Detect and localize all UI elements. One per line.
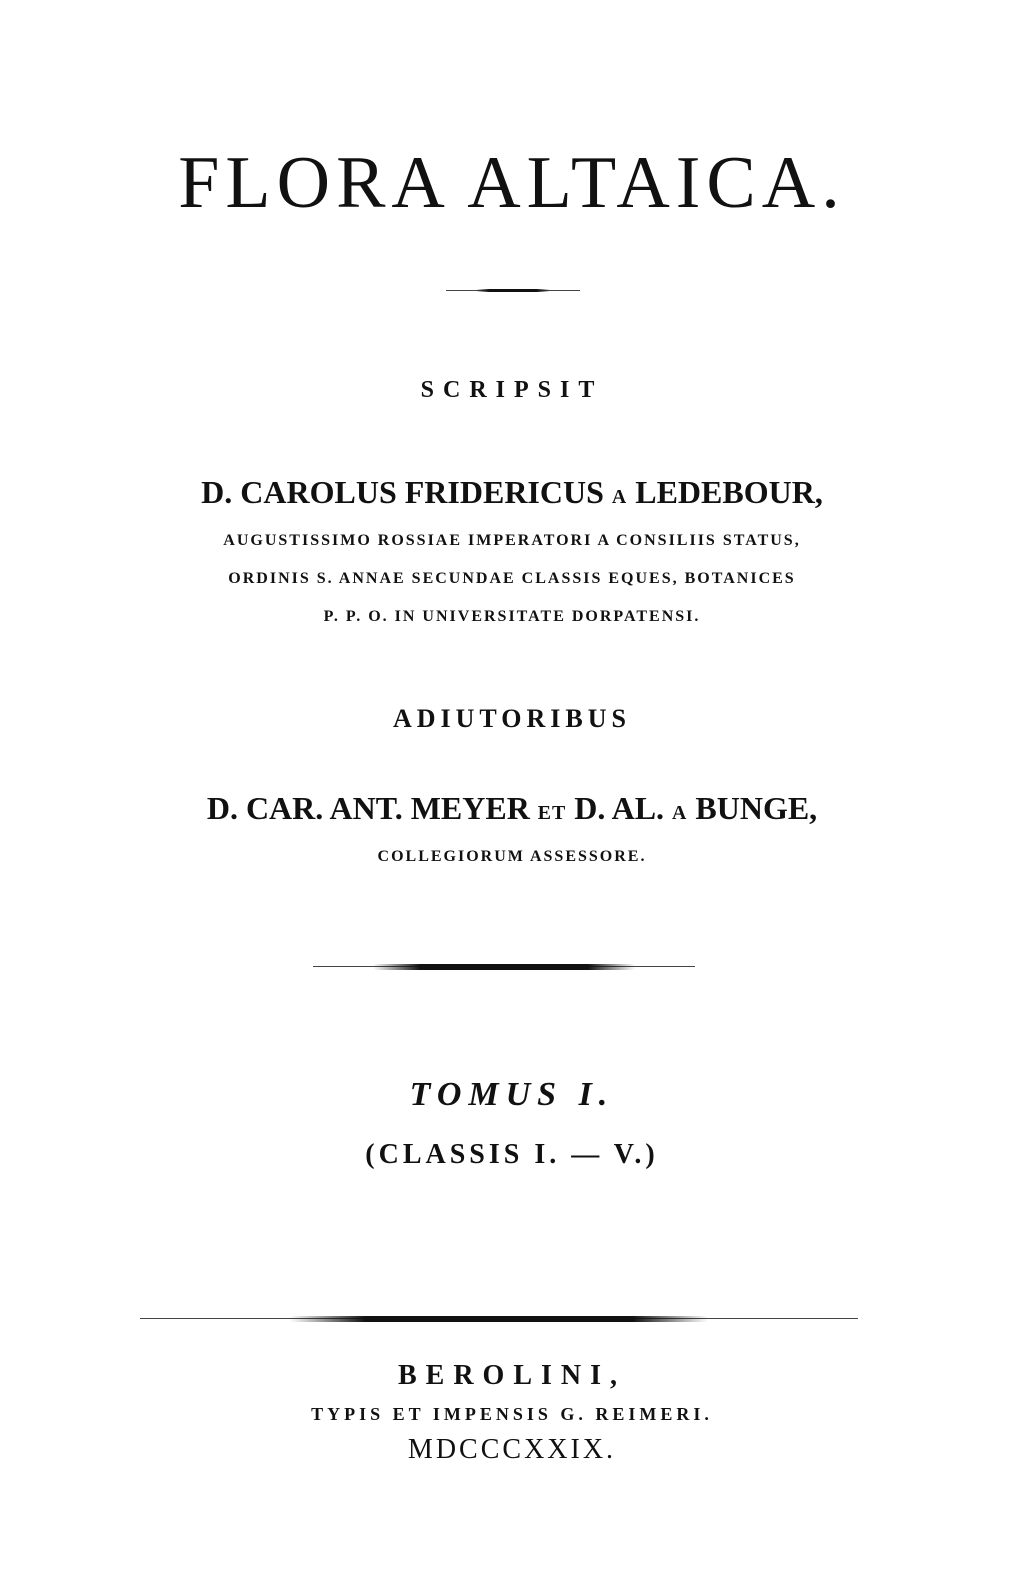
volume-classes: (CLASSIS I. — V.) bbox=[365, 1139, 659, 1170]
coauthor-titles: COLLEGIORUM ASSESSORE. bbox=[377, 848, 647, 865]
adiutoribus-label: ADIUTORIBUS bbox=[392, 704, 631, 733]
author-name-particle: A bbox=[611, 486, 628, 508]
coauthor-part1: D. CAR. ANT. MEYER bbox=[206, 790, 530, 826]
coauthor-part3: BUNGE, bbox=[695, 790, 818, 826]
author-name-part1: D. CAROLUS FRIDERICUS bbox=[201, 474, 604, 510]
author-name bbox=[0, 476, 1024, 508]
author-title-line-1: AUGUSTISSIMO ROSSIAE IMPERATORI A CONSILIIS STATUS, bbox=[223, 532, 801, 549]
author-title-line-3: P. P. O. IN UNIVERSITATE DORPATENSI. bbox=[323, 608, 701, 625]
imprint-printer: TYPIS ET IMPENSIS G. REIMERI. bbox=[311, 1404, 713, 1424]
coauthor-part2: D. AL. bbox=[574, 790, 665, 826]
coauthors bbox=[0, 792, 1024, 824]
author-name-part2: LEDEBOUR, bbox=[635, 474, 823, 510]
imprint-year: MDCCCXXIX. bbox=[407, 1434, 617, 1465]
scripsit-label: SCRIPSIT bbox=[420, 377, 604, 403]
volume-label: TOMUS I. bbox=[409, 1076, 615, 1113]
coauthor-et: ET bbox=[537, 802, 567, 824]
author-title-line-2: ORDINIS S. ANNAE SECUNDAE CLASSIS EQUES, BOTANICES bbox=[228, 570, 796, 587]
imprint-place: BEROLINI, bbox=[397, 1360, 627, 1391]
coauthor-particle: A bbox=[672, 802, 688, 824]
book-title: FLORA ALTAICA. bbox=[178, 142, 846, 224]
